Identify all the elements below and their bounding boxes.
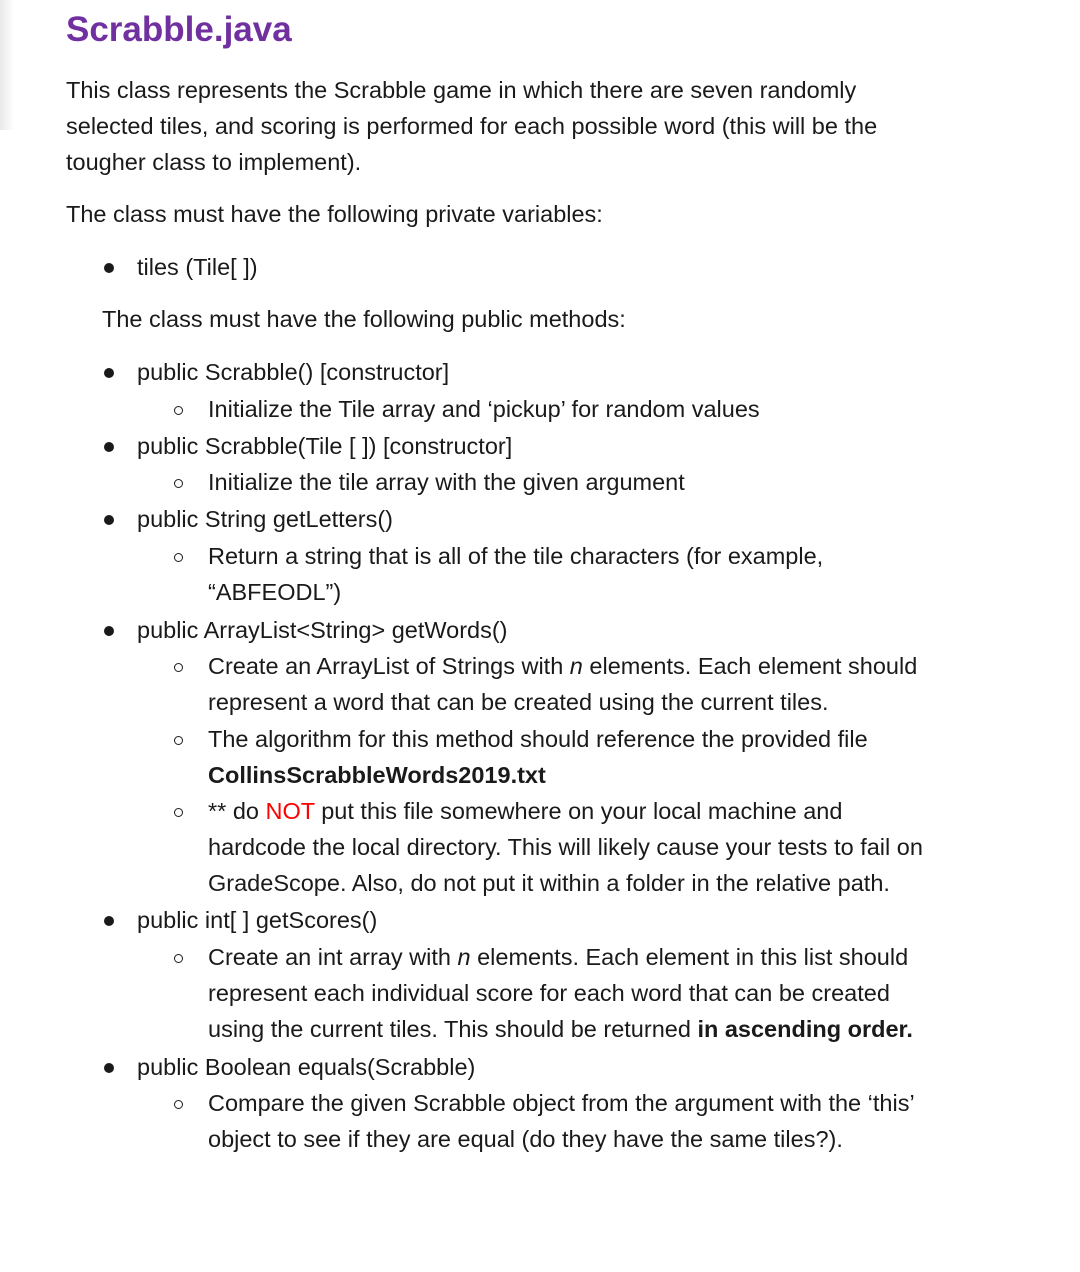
method-description: “ABFEODL”)	[208, 579, 342, 605]
method-signature: public Scrabble() [constructor]	[137, 359, 450, 385]
method-signature: public int[ ] getScores()	[137, 907, 378, 933]
method-description: The algorithm for this method should reference the provided file	[208, 726, 868, 752]
method-description: using the current tiles. This should be returned in ascending order.	[208, 1016, 913, 1042]
method-description: represent a word that can be created using the current tiles.	[208, 689, 829, 715]
method-description: Initialize the tile array with the given argument	[208, 469, 685, 495]
method-signature: public Scrabble(Tile [ ]) [constructor]	[137, 433, 513, 459]
method-description: Compare the given Scrabble object from the argument with the ‘this’	[208, 1090, 915, 1116]
sub-bullet-icon	[174, 736, 183, 745]
method-signature: public String getLetters()	[137, 506, 394, 532]
page-title: Scrabble.java	[66, 10, 292, 49]
bullet-icon	[104, 1063, 114, 1073]
intro-line-3: tougher class to implement).	[66, 149, 362, 175]
warning-note: ** do NOT put this file somewhere on your local machine and	[208, 798, 843, 824]
sub-bullet-icon	[174, 663, 183, 672]
bullet-icon	[104, 263, 114, 273]
provided-filename: CollinsScrabbleWords2019.txt	[208, 762, 546, 788]
bullet-icon	[104, 916, 114, 926]
method-description: Create an ArrayList of Strings with n elements. Each element should	[208, 653, 918, 679]
bullet-icon	[104, 368, 114, 378]
method-signature: public Boolean equals(Scrabble)	[137, 1054, 476, 1080]
method-description: Return a string that is all of the tile characters (for example,	[208, 543, 824, 569]
private-var-tiles: tiles (Tile[ ])	[137, 254, 258, 280]
sub-bullet-icon	[174, 406, 183, 415]
intro-line-1: This class represents the Scrabble game in which there are seven randomly	[66, 77, 857, 103]
bullet-icon	[104, 515, 114, 525]
bullet-icon	[104, 626, 114, 636]
method-signature: public ArrayList<String> getWords()	[137, 617, 508, 643]
sub-bullet-icon	[174, 479, 183, 488]
sub-bullet-icon	[174, 1100, 183, 1109]
method-description: represent each individual score for each word that can be created	[208, 980, 890, 1006]
bullet-icon	[104, 442, 114, 452]
private-variables-heading: The class must have the following private variables:	[66, 201, 603, 227]
sub-bullet-icon	[174, 808, 183, 817]
method-description: Create an int array with n elements. Each element in this list should	[208, 944, 909, 970]
intro-line-2: selected tiles, and scoring is performed for each possible word (this will be the	[66, 113, 878, 139]
sub-bullet-icon	[174, 954, 183, 963]
method-description: Initialize the Tile array and ‘pickup’ for random values	[208, 396, 760, 422]
warning-note: hardcode the local directory. This will likely cause your tests to fail on	[208, 834, 923, 860]
page-edge-shadow	[0, 0, 14, 130]
method-description: object to see if they are equal (do they have the same tiles?).	[208, 1126, 843, 1152]
public-methods-heading: The class must have the following public methods:	[102, 306, 626, 332]
warning-note: GradeScope. Also, do not put it within a folder in the relative path.	[208, 870, 890, 896]
sub-bullet-icon	[174, 553, 183, 562]
